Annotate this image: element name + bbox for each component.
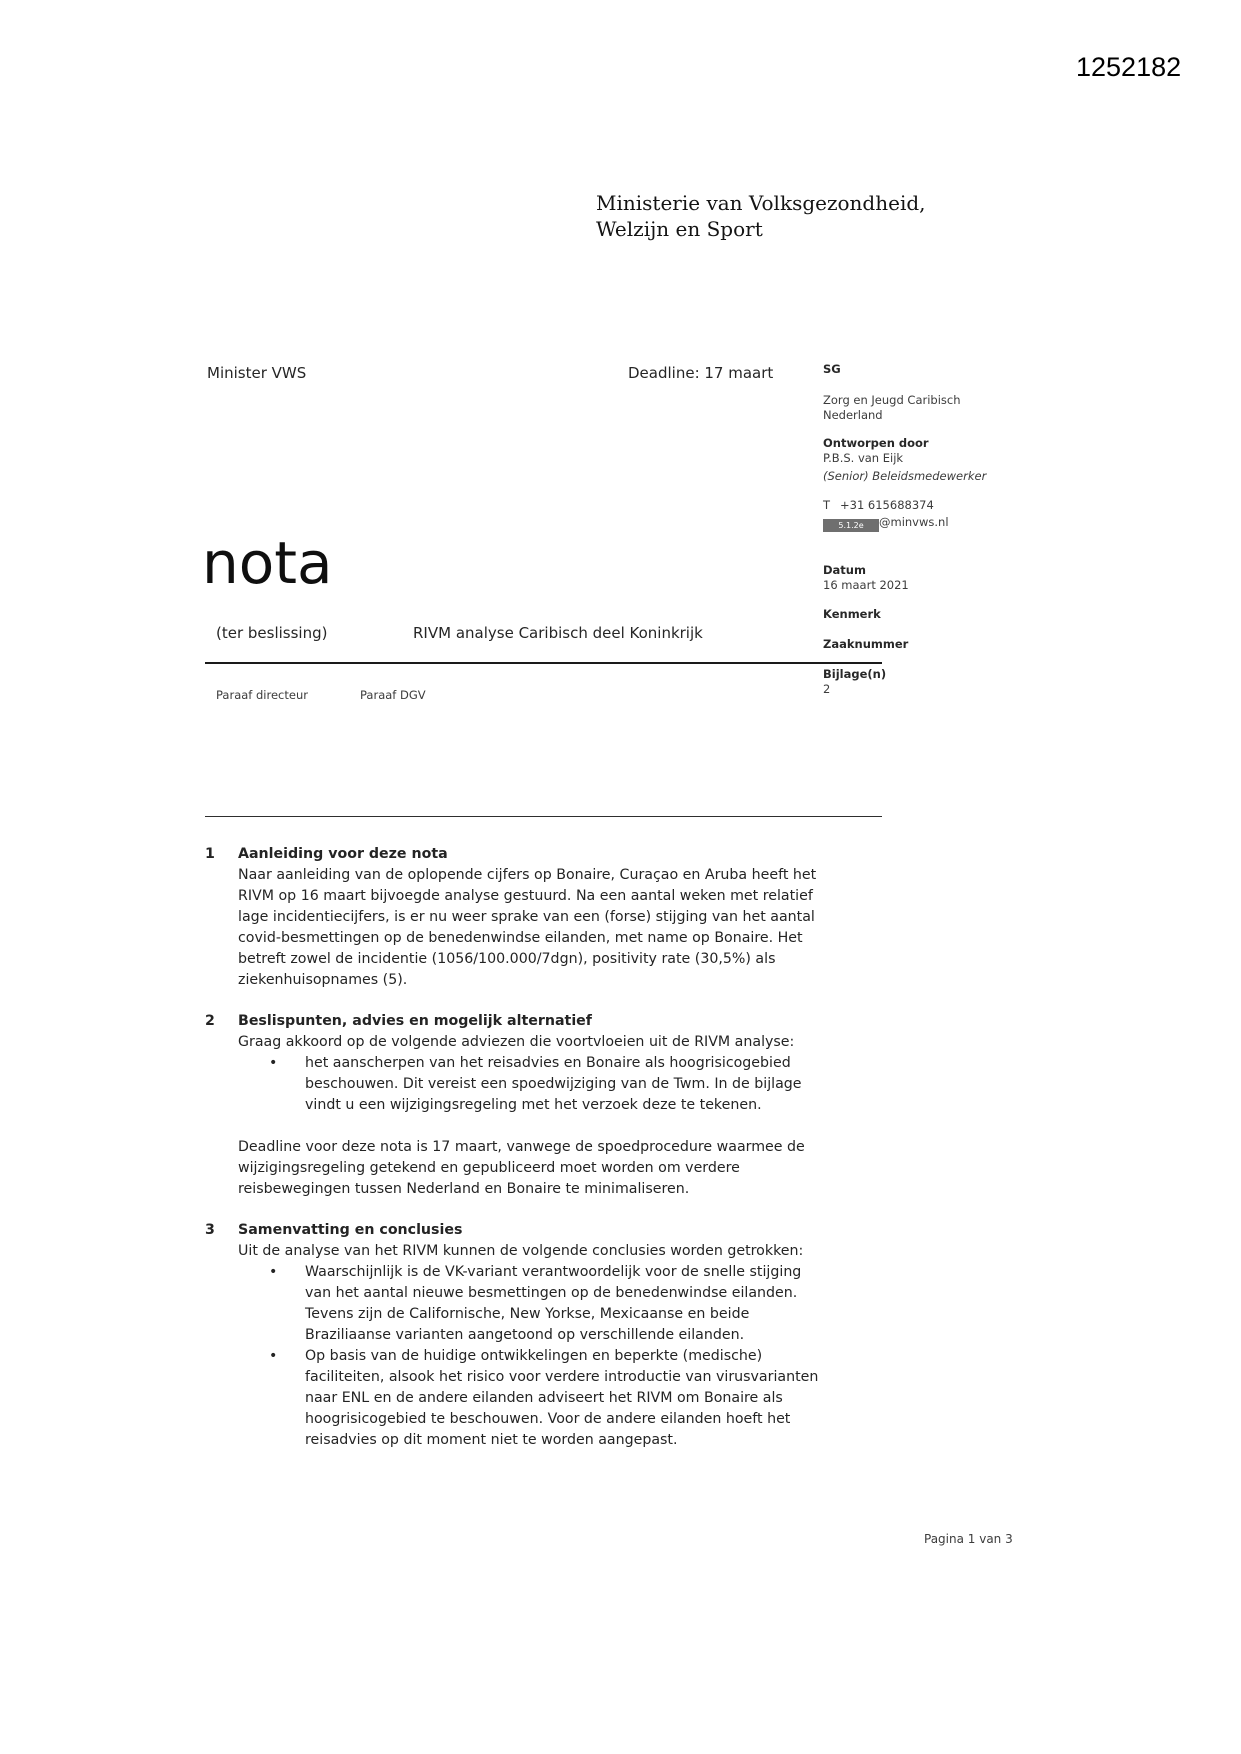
addressee: Minister VWS [207, 364, 307, 382]
subtitle-subject: RIVM analyse Caribisch deel Koninkrijk [413, 624, 703, 642]
case-number-label: Zaaknummer [823, 637, 909, 651]
subtitle-decision-type: (ter beslissing) [216, 624, 328, 642]
phone-row [823, 498, 1018, 513]
section-heading: Beslispunten, advies en mogelijk alternatief [238, 1013, 592, 1029]
section-paragraph: Deadline voor deze nota is 17 maart, vanwege de spoedprocedure waarmee de wijzigingsregeling getekend en gepubliceerd moet worden om verdere reisbewegingen tussen Nederland en Bonaire te minimaliseren. [238, 1139, 805, 1197]
deadline-text: Deadline: 17 maart [628, 364, 774, 382]
body-divider-line [205, 816, 882, 817]
phone-label: T [823, 498, 831, 512]
paraaf-dgv-label: Paraaf DGV [360, 688, 426, 702]
section-number: 1 [205, 846, 215, 862]
designed-by-label: Ontworpen door [823, 436, 929, 450]
bullet-item: • het aanscherpen van het reisadvies en Bonaire als hoogrisicogebied beschouwen. Dit vereist een spoedwijziging van de Twm. In de bijlage vindt u een wijzigingsregeling met het verzoek deze te tekenen. [238, 1053, 819, 1116]
sidebar-unit: SG [823, 362, 841, 376]
email-domain: @minvws.nl [879, 515, 949, 529]
attachments-value: 2 [823, 682, 831, 696]
section-3-samenvatting [205, 1220, 819, 1451]
section-heading: Aanleiding voor deze nota [238, 846, 448, 862]
section-paragraph: Uit de analyse van het RIVM kunnen de volgende conclusies worden getrokken: [238, 1243, 804, 1259]
page-number-footer: Pagina 1 van 3 [924, 1532, 1013, 1546]
reference-label: Kenmerk [823, 607, 881, 621]
ministry-wordmark [596, 190, 926, 242]
date-label: Datum [823, 563, 866, 577]
ministry-line-2: Welzijn en Sport [596, 217, 763, 241]
phone-number: +31 615688374 [840, 498, 934, 512]
bullet-item: • Op basis van de huidige ontwikkelingen en beperkte (medische) faciliteiten, alsook het risico voor verdere introductie van virusvarianten naar ENL en de andere eilanden adviseert het RIVM om Bonaire als hoogrisicogebied te beschouwen. Voor de andere eilanden hoeft het reisadvies op dit moment niet te worden aangepast. [238, 1346, 819, 1451]
date-value: 16 maart 2021 [823, 578, 909, 592]
bullet-list [238, 1262, 819, 1451]
ministry-line-1: Ministerie van Volksgezondheid, [596, 191, 926, 215]
document-body [205, 844, 819, 1471]
section-heading: Samenvatting en conclusies [238, 1222, 463, 1238]
email-row [823, 515, 1018, 532]
section-number: 2 [205, 1013, 215, 1029]
section-2-beslispunten [205, 1011, 819, 1200]
bullet-list [238, 1053, 819, 1116]
attachments-label: Bijlage(n) [823, 667, 887, 681]
redaction-box: 5.1.2e [823, 519, 879, 532]
section-paragraph: Graag akkoord op de volgende adviezen die voortvloeien uit de RIVM analyse: [238, 1034, 795, 1050]
section-paragraph: Naar aanleiding van de oplopende cijfers op Bonaire, Curaçao en Aruba heeft het RIVM op 16 maart bijvoegde analyse gestuurd. Na een aantal weken met relatief lage incidentiecijfers, is er nu weer sprake van een (forse) stijging van het aantal covid-besmettingen op de benedenwindse eilanden, met name op Bonaire. Het betreft zowel de incidentie (1056/100.000/7dgn), positivity rate (30,5%) als ziekenhuisopnames (5). [238, 867, 817, 988]
paraaf-directeur-label: Paraaf directeur [216, 688, 308, 702]
metadata-sidebar [823, 362, 1018, 697]
bullet-item: • Waarschijnlijk is de VK-variant verantwoordelijk voor de snelle stijging van het aantal nieuwe besmettingen op de benedenwindse eilanden. Tevens zijn de Californische, New Yorkse, Mexicaanse en beide Braziliaanse varianten aangetoond op verschillende eilanden. [238, 1262, 819, 1346]
designed-by-role: (Senior) Beleidsmedewerker [823, 469, 987, 483]
document-title: nota [202, 529, 333, 597]
title-divider-line [205, 662, 882, 664]
section-number: 3 [205, 1222, 215, 1238]
sidebar-department: Zorg en Jeugd Caribisch Nederland [823, 393, 961, 422]
document-id-number: 1252182 [1076, 52, 1182, 82]
designed-by-name: P.B.S. van Eijk [823, 451, 904, 465]
section-1-aanleiding [205, 844, 819, 991]
